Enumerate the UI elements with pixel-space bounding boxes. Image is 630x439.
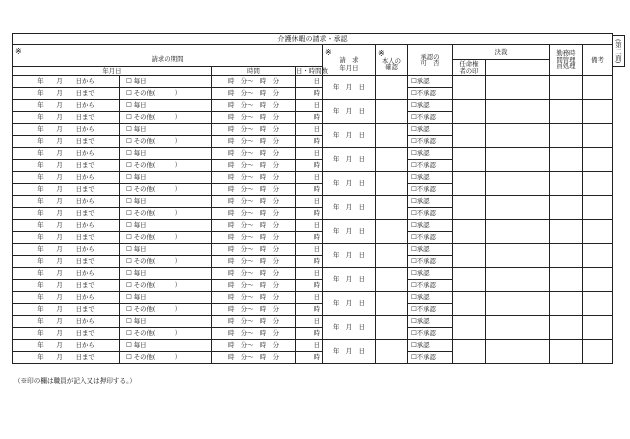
approve-checkbox[interactable]: ☐承認	[408, 124, 453, 136]
time-range-field[interactable]: 時 分～ 時 分	[212, 244, 296, 256]
every-day-checkbox[interactable]: ☐ 毎日	[120, 244, 212, 256]
every-day-checkbox[interactable]: ☐ 毎日	[120, 340, 212, 352]
every-day-checkbox[interactable]: ☐ 毎日	[120, 124, 212, 136]
from-date-field[interactable]: 年 月 日から	[13, 220, 120, 232]
to-date-field[interactable]: 年 月 日まで	[13, 208, 120, 220]
from-date-field[interactable]: 年 月 日から	[13, 292, 120, 304]
other-checkbox[interactable]: ☐ その他( ）	[120, 256, 212, 268]
request-date-field[interactable]: 年 月 日	[323, 220, 376, 244]
days-field[interactable]: 日	[296, 220, 323, 232]
workhour-manager-cell[interactable]	[550, 220, 583, 244]
hours-field[interactable]: 時	[296, 88, 323, 100]
other-checkbox[interactable]: ☐ その他( ）	[120, 304, 212, 316]
approve-checkbox[interactable]: ☐承認	[408, 268, 453, 280]
request-date-field[interactable]: 年 月 日	[323, 124, 376, 148]
to-date-field[interactable]: 年 月 日まで	[13, 112, 120, 124]
hours-field[interactable]: 時	[296, 160, 323, 172]
to-date-field[interactable]: 年 月 日まで	[13, 280, 120, 292]
appointer-seal-cell[interactable]	[453, 124, 486, 148]
other-checkbox[interactable]: ☐ その他( ）	[120, 352, 212, 364]
reject-checkbox[interactable]: ☐不承認	[408, 256, 453, 268]
time-range-field[interactable]: 時 分～ 時 分	[212, 304, 296, 316]
days-field[interactable]: 日	[296, 196, 323, 208]
time-range-field[interactable]: 時 分～ 時 分	[212, 124, 296, 136]
days-field[interactable]: 日	[296, 244, 323, 256]
remarks-cell[interactable]	[583, 220, 613, 244]
workhour-manager-cell[interactable]	[550, 100, 583, 124]
remarks-cell[interactable]	[583, 292, 613, 316]
other-checkbox[interactable]: ☐ その他( ）	[120, 232, 212, 244]
request-row-top	[13, 268, 613, 280]
days-field[interactable]: 日	[296, 148, 323, 160]
decision-cell[interactable]	[486, 196, 550, 220]
time-range-field[interactable]: 時 分～ 時 分	[212, 232, 296, 244]
days-field[interactable]: 日	[296, 292, 323, 304]
remarks-cell[interactable]	[583, 244, 613, 268]
reject-checkbox[interactable]: ☐不承認	[408, 208, 453, 220]
other-checkbox[interactable]: ☐ その他( ）	[120, 280, 212, 292]
workhour-manager-cell[interactable]	[550, 340, 583, 364]
hours-field[interactable]: 時	[296, 280, 323, 292]
workhour-manager-cell[interactable]	[550, 268, 583, 292]
workhour-manager-cell[interactable]	[550, 244, 583, 268]
other-checkbox[interactable]: ☐ その他( ）	[120, 136, 212, 148]
request-row-top	[13, 196, 613, 208]
from-date-field[interactable]: 年 月 日から	[13, 316, 120, 328]
time-range-field[interactable]: 時 分～ 時 分	[212, 112, 296, 124]
reject-checkbox[interactable]: ☐不承認	[408, 184, 453, 196]
time-range-field[interactable]: 時 分～ 時 分	[212, 292, 296, 304]
request-row-top	[13, 76, 613, 88]
from-date-field[interactable]: 年 月 日から	[13, 244, 120, 256]
self-confirm-cell[interactable]	[376, 244, 408, 268]
from-date-field[interactable]: 年 月 日から	[13, 124, 120, 136]
appointer-seal-cell[interactable]	[453, 220, 486, 244]
to-date-field[interactable]: 年 月 日まで	[13, 160, 120, 172]
self-confirm-cell[interactable]	[376, 148, 408, 172]
reject-checkbox[interactable]: ☐不承認	[408, 352, 453, 364]
hours-field[interactable]: 時	[296, 256, 323, 268]
form-title: 介護休暇の請求・承認	[13, 34, 613, 45]
time-range-field[interactable]: 時 分～ 時 分	[212, 196, 296, 208]
workhour-manager-cell[interactable]	[550, 316, 583, 340]
request-row-top	[13, 244, 613, 256]
from-date-field[interactable]: 年 月 日から	[13, 340, 120, 352]
request-row-top	[13, 124, 613, 136]
request-row-top	[13, 148, 613, 160]
mark-symbol: ※	[15, 47, 22, 57]
approve-checkbox[interactable]: ☐承認	[408, 220, 453, 232]
days-field[interactable]: 日	[296, 268, 323, 280]
time-header: 時間	[212, 67, 296, 76]
approve-checkbox[interactable]: ☐承認	[408, 148, 453, 160]
self-confirm-cell[interactable]	[376, 196, 408, 220]
request-date-field[interactable]: 年 月 日	[323, 292, 376, 316]
time-range-field[interactable]: 時 分～ 時 分	[212, 160, 296, 172]
days-field[interactable]: 日	[296, 316, 323, 328]
approve-checkbox[interactable]: ☐承認	[408, 100, 453, 112]
decision-cell[interactable]	[486, 76, 550, 100]
time-range-field[interactable]: 時 分～ 時 分	[212, 76, 296, 88]
every-day-checkbox[interactable]: ☐ 毎日	[120, 100, 212, 112]
workhour-manager-cell[interactable]	[550, 292, 583, 316]
self-confirm-cell[interactable]	[376, 100, 408, 124]
reject-checkbox[interactable]: ☐不承認	[408, 88, 453, 100]
workhour-manager-header: 勤務時 間管理 員処理	[550, 45, 583, 76]
decision-blank	[486, 60, 550, 76]
decision-cell[interactable]	[486, 268, 550, 292]
workhour-manager-cell[interactable]	[550, 76, 583, 100]
request-date-field[interactable]: 年 月 日	[323, 172, 376, 196]
self-confirm-cell[interactable]	[376, 220, 408, 244]
to-date-field[interactable]: 年 月 日まで	[13, 88, 120, 100]
reject-checkbox[interactable]: ☐不承認	[408, 112, 453, 124]
remarks-cell[interactable]	[583, 196, 613, 220]
other-checkbox[interactable]: ☐ その他( ）	[120, 328, 212, 340]
hours-field[interactable]: 時	[296, 184, 323, 196]
decision-cell[interactable]	[486, 292, 550, 316]
reject-checkbox[interactable]: ☐不承認	[408, 136, 453, 148]
workhour-manager-cell[interactable]	[550, 148, 583, 172]
request-date-field[interactable]: 年 月 日	[323, 244, 376, 268]
hours-field[interactable]: 時	[296, 232, 323, 244]
form-table	[12, 33, 613, 364]
request-row-top	[13, 100, 613, 112]
leave-request-form	[12, 33, 612, 364]
approve-checkbox[interactable]: ☐承認	[408, 340, 453, 352]
decision-cell[interactable]	[486, 100, 550, 124]
time-range-field[interactable]: 時 分～ 時 分	[212, 256, 296, 268]
days-field[interactable]: 日	[296, 100, 323, 112]
to-date-field[interactable]: 年 月 日まで	[13, 136, 120, 148]
time-range-field[interactable]: 時 分～ 時 分	[212, 88, 296, 100]
every-day-checkbox[interactable]: ☐ 毎日	[120, 268, 212, 280]
appointer-seal-cell[interactable]	[453, 76, 486, 100]
decision-cell[interactable]	[486, 220, 550, 244]
appointer-seal-cell[interactable]	[453, 340, 486, 364]
decision-cell[interactable]	[486, 148, 550, 172]
self-confirm-header: ※ 本人の 確認	[376, 45, 408, 76]
appointer-seal-cell[interactable]	[453, 268, 486, 292]
hours-field[interactable]: 時	[296, 328, 323, 340]
appointer-seal-cell[interactable]	[453, 196, 486, 220]
hours-field[interactable]: 時	[296, 352, 323, 364]
request-row-top	[13, 172, 613, 184]
days-field[interactable]: 日	[296, 124, 323, 136]
other-checkbox[interactable]: ☐ その他( ）	[120, 160, 212, 172]
to-date-field[interactable]: 年 月 日まで	[13, 256, 120, 268]
other-checkbox[interactable]: ☐ その他( ）	[120, 208, 212, 220]
self-confirm-cell[interactable]	[376, 76, 408, 100]
self-confirm-cell[interactable]	[376, 124, 408, 148]
to-date-field[interactable]: 年 月 日まで	[13, 328, 120, 340]
time-range-field[interactable]: 時 分～ 時 分	[212, 220, 296, 232]
from-date-field[interactable]: 年 月 日から	[13, 196, 120, 208]
approve-checkbox[interactable]: ☐承認	[408, 76, 453, 88]
reject-checkbox[interactable]: ☐不承認	[408, 328, 453, 340]
every-day-checkbox[interactable]: ☐ 毎日	[120, 172, 212, 184]
reject-checkbox[interactable]: ☐不承認	[408, 232, 453, 244]
remarks-header: 備考	[583, 45, 613, 76]
to-date-field[interactable]: 年 月 日まで	[13, 352, 120, 364]
every-day-checkbox[interactable]: ☐ 毎日	[120, 220, 212, 232]
appointer-seal-cell[interactable]	[453, 100, 486, 124]
from-date-field[interactable]: 年 月 日から	[13, 268, 120, 280]
appointer-seal-cell[interactable]	[453, 292, 486, 316]
from-date-field[interactable]: 年 月 日から	[13, 172, 120, 184]
remarks-cell[interactable]	[583, 100, 613, 124]
period-header	[13, 45, 323, 67]
days-field[interactable]: 日	[296, 340, 323, 352]
appointer-seal-cell[interactable]	[453, 316, 486, 340]
time-range-field[interactable]: 時 分～ 時 分	[212, 280, 296, 292]
remarks-cell[interactable]	[583, 268, 613, 292]
time-range-field[interactable]: 時 分～ 時 分	[212, 328, 296, 340]
time-range-field[interactable]: 時 分～ 時 分	[212, 352, 296, 364]
every-day-checkbox[interactable]: ☐ 毎日	[120, 316, 212, 328]
time-range-field[interactable]: 時 分～ 時 分	[212, 172, 296, 184]
request-date-field[interactable]: 年 月 日	[323, 76, 376, 100]
decision-cell[interactable]	[486, 172, 550, 196]
time-range-field[interactable]: 時 分～ 時 分	[212, 184, 296, 196]
page-side-label: (第二面)	[612, 35, 625, 67]
request-date-field[interactable]: 年 月 日	[323, 196, 376, 220]
request-date-field[interactable]: 年 月 日	[323, 148, 376, 172]
request-date-field[interactable]: 年 月 日	[323, 316, 376, 340]
self-confirm-cell[interactable]	[376, 268, 408, 292]
decision-header: 決裁	[453, 45, 550, 60]
remarks-cell[interactable]	[583, 148, 613, 172]
workhour-manager-cell[interactable]	[550, 124, 583, 148]
appointer-seal-cell[interactable]	[453, 244, 486, 268]
day-hours-header: 日・時間数	[296, 66, 328, 75]
reject-checkbox[interactable]: ☐不承認	[408, 280, 453, 292]
remarks-cell[interactable]	[583, 172, 613, 196]
request-date-field[interactable]: 年 月 日	[323, 268, 376, 292]
days-field[interactable]: 日	[296, 172, 323, 184]
self-confirm-cell[interactable]	[376, 172, 408, 196]
appointer-seal-cell[interactable]	[453, 148, 486, 172]
time-range-field[interactable]: 時 分～ 時 分	[212, 316, 296, 328]
remarks-cell[interactable]	[583, 124, 613, 148]
every-day-checkbox[interactable]: ☐ 毎日	[120, 292, 212, 304]
decision-cell[interactable]	[486, 340, 550, 364]
time-range-field[interactable]: 時 分～ 時 分	[212, 268, 296, 280]
appointer-seal-header: 任命権 者の印	[453, 60, 486, 76]
approve-checkbox[interactable]: ☐承認	[408, 244, 453, 256]
from-date-field[interactable]: 年 月 日から	[13, 76, 120, 88]
hours-field[interactable]: 時	[296, 136, 323, 148]
decision-cell[interactable]	[486, 316, 550, 340]
request-date-header: ※ 請 求 年月日	[323, 45, 376, 76]
time-range-field[interactable]: 時 分～ 時 分	[212, 100, 296, 112]
reject-checkbox[interactable]: ☐不承認	[408, 160, 453, 172]
hours-field[interactable]: 時	[296, 112, 323, 124]
hours-field[interactable]: 時	[296, 208, 323, 220]
remarks-cell[interactable]	[583, 340, 613, 364]
hours-field[interactable]: 時	[296, 304, 323, 316]
request-date-field[interactable]: 年 月 日	[323, 340, 376, 364]
every-day-checkbox[interactable]: ☐ 毎日	[120, 196, 212, 208]
other-checkbox[interactable]: ☐ その他( ）	[120, 184, 212, 196]
time-range-field[interactable]: 時 分～ 時 分	[212, 136, 296, 148]
from-date-field[interactable]: 年 月 日から	[13, 100, 120, 112]
reject-checkbox[interactable]: ☐不承認	[408, 304, 453, 316]
mark-symbol: ※	[325, 48, 332, 58]
workhour-manager-cell[interactable]	[550, 172, 583, 196]
remarks-cell[interactable]	[583, 316, 613, 340]
period-label: 請求の期間	[151, 55, 184, 64]
other-checkbox[interactable]: ☐ その他( ）	[120, 112, 212, 124]
every-day-checkbox[interactable]: ☐ 毎日	[120, 148, 212, 160]
decision-cell[interactable]	[486, 124, 550, 148]
time-range-field[interactable]: 時 分～ 時 分	[212, 208, 296, 220]
time-range-field[interactable]: 時 分～ 時 分	[212, 340, 296, 352]
from-date-field[interactable]: 年 月 日から	[13, 148, 120, 160]
request-date-field[interactable]: 年 月 日	[323, 100, 376, 124]
every-day-checkbox[interactable]: ☐ 毎日	[120, 76, 212, 88]
remarks-cell[interactable]	[583, 76, 613, 100]
other-checkbox[interactable]: ☐ その他( ）	[120, 88, 212, 100]
approval-header: 承認の 可 否	[408, 45, 453, 76]
ymd-header: 年月日	[13, 67, 212, 76]
request-row-top	[13, 340, 613, 352]
request-row-top	[13, 316, 613, 328]
request-row-top	[13, 292, 613, 304]
approve-checkbox[interactable]: ☐承認	[408, 196, 453, 208]
footnote: （※印の欄は職員が記入又は押印する。）	[14, 377, 136, 385]
workhour-manager-cell[interactable]	[550, 196, 583, 220]
to-date-field[interactable]: 年 月 日まで	[13, 304, 120, 316]
approve-checkbox[interactable]: ☐承認	[408, 292, 453, 304]
mark-symbol: ※	[378, 48, 385, 58]
decision-cell[interactable]	[486, 244, 550, 268]
to-date-field[interactable]: 年 月 日まで	[13, 184, 120, 196]
request-row-top	[13, 220, 613, 232]
self-confirm-cell[interactable]	[376, 292, 408, 316]
to-date-field[interactable]: 年 月 日まで	[13, 232, 120, 244]
self-confirm-cell[interactable]	[376, 340, 408, 364]
appointer-seal-cell[interactable]	[453, 172, 486, 196]
days-field[interactable]: 日	[296, 76, 323, 88]
approve-checkbox[interactable]: ☐承認	[408, 172, 453, 184]
approve-checkbox[interactable]: ☐承認	[408, 316, 453, 328]
self-confirm-cell[interactable]	[376, 316, 408, 340]
time-range-field[interactable]: 時 分～ 時 分	[212, 148, 296, 160]
